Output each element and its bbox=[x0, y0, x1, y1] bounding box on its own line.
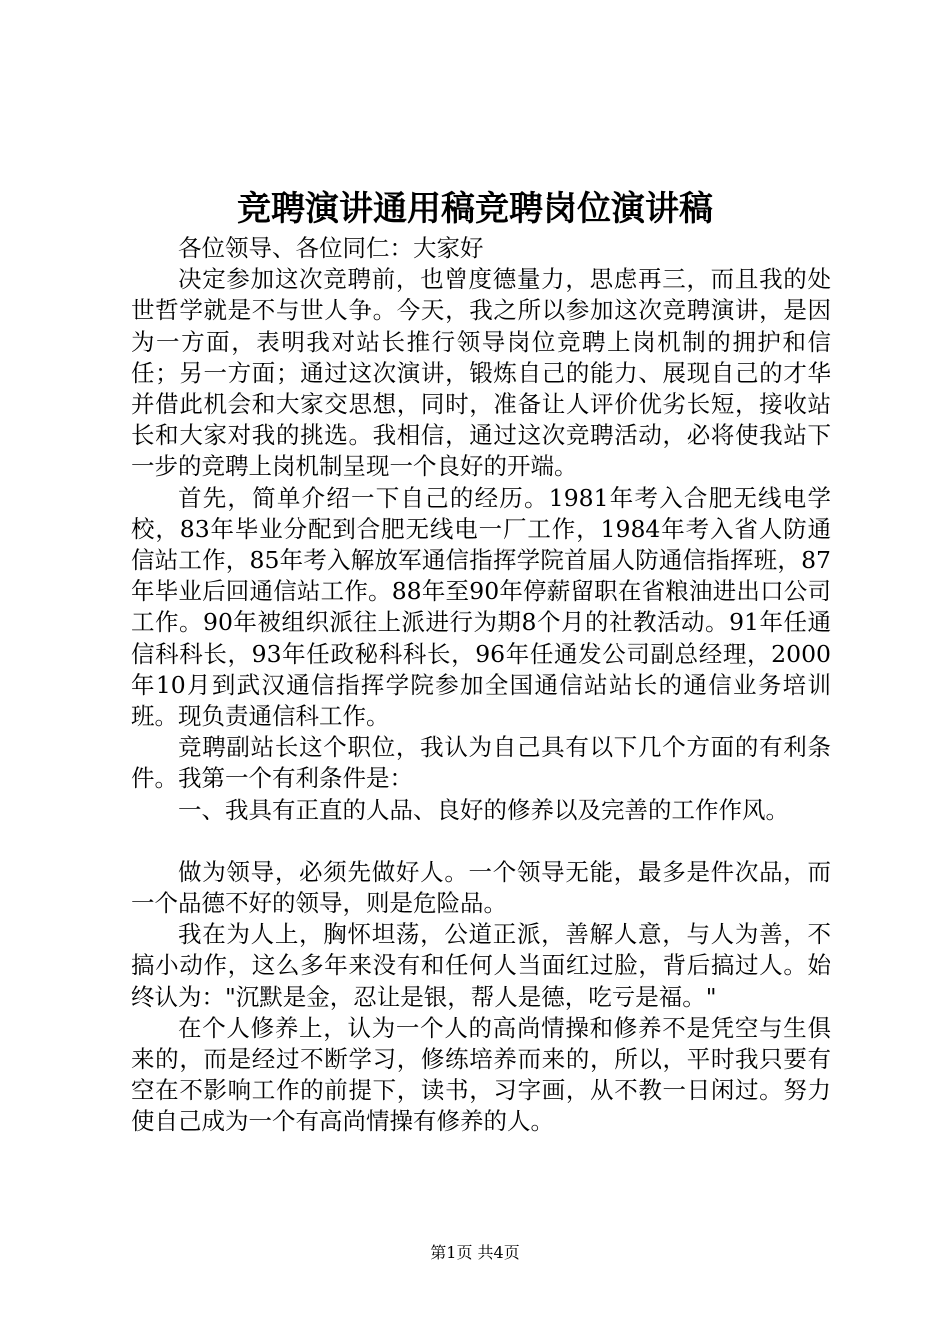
blank-line bbox=[131, 826, 831, 857]
body-paragraph: 做为领导，必须先做好人。一个领导无能，最多是件次品，而一个品德不好的领导，则是危险品。 bbox=[131, 857, 831, 918]
section-heading: 一、我具有正直的人品、良好的修养以及完善的工作作风。 bbox=[178, 795, 789, 824]
body-paragraph: 竞聘副站长这个职位，我认为自己具有以下几个方面的有利条件。我第一个有利条件是： bbox=[131, 733, 831, 793]
body-paragraph: 决定参加这次竞聘前，也曾度德量力，思虑再三，而且我的处世哲学就是不与世人争。今天，我之所以参加这次竞聘演讲，是因为一方面，表明我对站长推行领导岗位竞聘上岗机制的拥护和信任；另一方面；通过这次演讲，锻炼自己的能力、展现自己的才华并借此机会和大家交思想，同时，准备让人评价优劣长短，接收站长和大家对我的挑选。我相信，通过这次竞聘活动，必将使我站下一步的竞聘上岗机制呈现一个良好的开端。 bbox=[131, 265, 831, 481]
body-paragraph: 首先，简单介绍一下自己的经历。1981年考入合肥无线电学校，83年毕业分配到合肥无线电一厂工作，1984年考入省人防通信站工作，85年考入解放军通信指挥学院首届人防通信指挥班，87年毕业后回通信站工作。88年至90年停薪留职在省粮油进出口公司工作。90年被组织派往上派进行为期8个月的社教活动。91年任通信科科长，93年任政秘科科长，96年任通发公司副总经理，2000年10月到武汉通信指挥学院参加全国通信站站长的通信业务培训班。现负责通信科工作。 bbox=[131, 483, 831, 731]
page-footer: 第1页 共4页 bbox=[430, 1243, 520, 1262]
document-body bbox=[131, 233, 831, 1138]
greeting-paragraph: 各位领导、各位同仁：大家好 bbox=[178, 234, 484, 262]
document-title: 竞聘演讲通用稿竞聘岗位演讲稿 bbox=[237, 189, 713, 229]
body-paragraph: 在个人修养上，认为一个人的高尚情操和修养不是凭空与生俱来的，而是经过不断学习，修练培养而来的，所以，平时我只要有空在不影响工作的前提下，读书，习字画，从不教一日闲过。努力使自己成为一个有高尚情操有修养的人。 bbox=[131, 1013, 831, 1136]
body-paragraph: 我在为人上，胸怀坦荡，公道正派，善解人意，与人为善，不搞小动作，这么多年来没有和任何人当面红过脸，背后搞过人。始终认为："沉默是金，忍让是银，帮人是德，吃亏是福。" bbox=[131, 920, 831, 1011]
